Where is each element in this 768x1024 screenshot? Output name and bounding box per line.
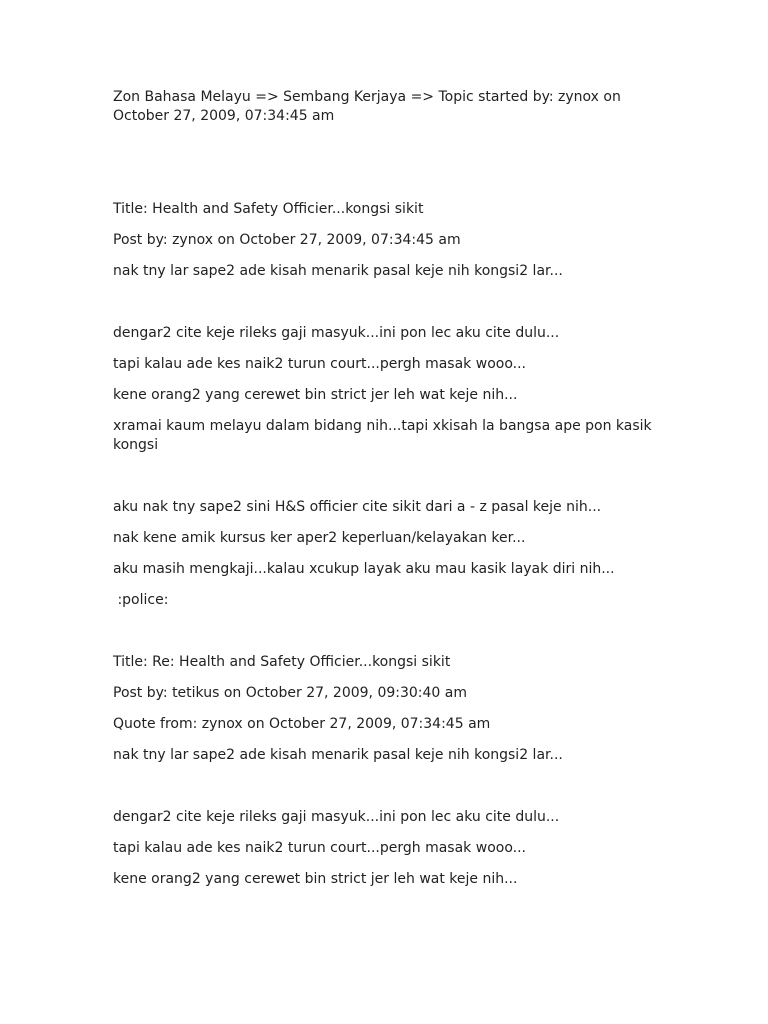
post-text-line: dengar2 cite keje rileks gaji masyuk...ini pon lec aku cite dulu... <box>113 325 560 341</box>
post-text-line: kene orang2 yang cerewet bin strict jer leh wat keje nih... <box>113 387 518 403</box>
emoticon-code: :police: <box>113 592 169 608</box>
post-title: Title: Health and Safety Officier...kongsi sikit <box>113 201 424 217</box>
post-text-line: nak kene amik kursus ker aper2 keperluan/kelayakan ker... <box>113 530 526 546</box>
reply-title: Title: Re: Health and Safety Officier...kongsi sikit <box>113 654 451 670</box>
quote-header: Quote from: zynox on October 27, 2009, 07:34:45 am <box>113 716 491 732</box>
post-text-line: tapi kalau ade kes naik2 turun court...pergh masak wooo... <box>113 356 526 372</box>
post-byline: Post by: zynox on October 27, 2009, 07:34:45 am <box>113 232 461 248</box>
post-text-line: xramai kaum melayu dalam bidang nih...tapi xkisah la bangsa ape pon kasik <box>113 418 652 434</box>
quote-text-line: tapi kalau ade kes naik2 turun court...pergh masak wooo... <box>113 840 526 856</box>
quote-text-line: kene orang2 yang cerewet bin strict jer leh wat keje nih... <box>113 871 518 887</box>
breadcrumb-line-1: Zon Bahasa Melayu => Sembang Kerjaya => Topic started by: zynox on <box>113 89 621 105</box>
post-text-line: kongsi <box>113 437 159 453</box>
post-text-line: nak tny lar sape2 ade kisah menarik pasal keje nih kongsi2 lar... <box>113 263 563 279</box>
reply-byline: Post by: tetikus on October 27, 2009, 09:30:40 am <box>113 685 467 701</box>
quote-text-line: dengar2 cite keje rileks gaji masyuk...ini pon lec aku cite dulu... <box>113 809 560 825</box>
post-text-line: aku nak tny sape2 sini H&S officier cite sikit dari a - z pasal keje nih... <box>113 499 602 515</box>
post-text-line: aku masih mengkaji...kalau xcukup layak aku mau kasik layak diri nih... <box>113 561 615 577</box>
breadcrumb-line-2: October 27, 2009, 07:34:45 am <box>113 108 335 124</box>
quote-text-line: nak tny lar sape2 ade kisah menarik pasal keje nih kongsi2 lar... <box>113 747 563 763</box>
